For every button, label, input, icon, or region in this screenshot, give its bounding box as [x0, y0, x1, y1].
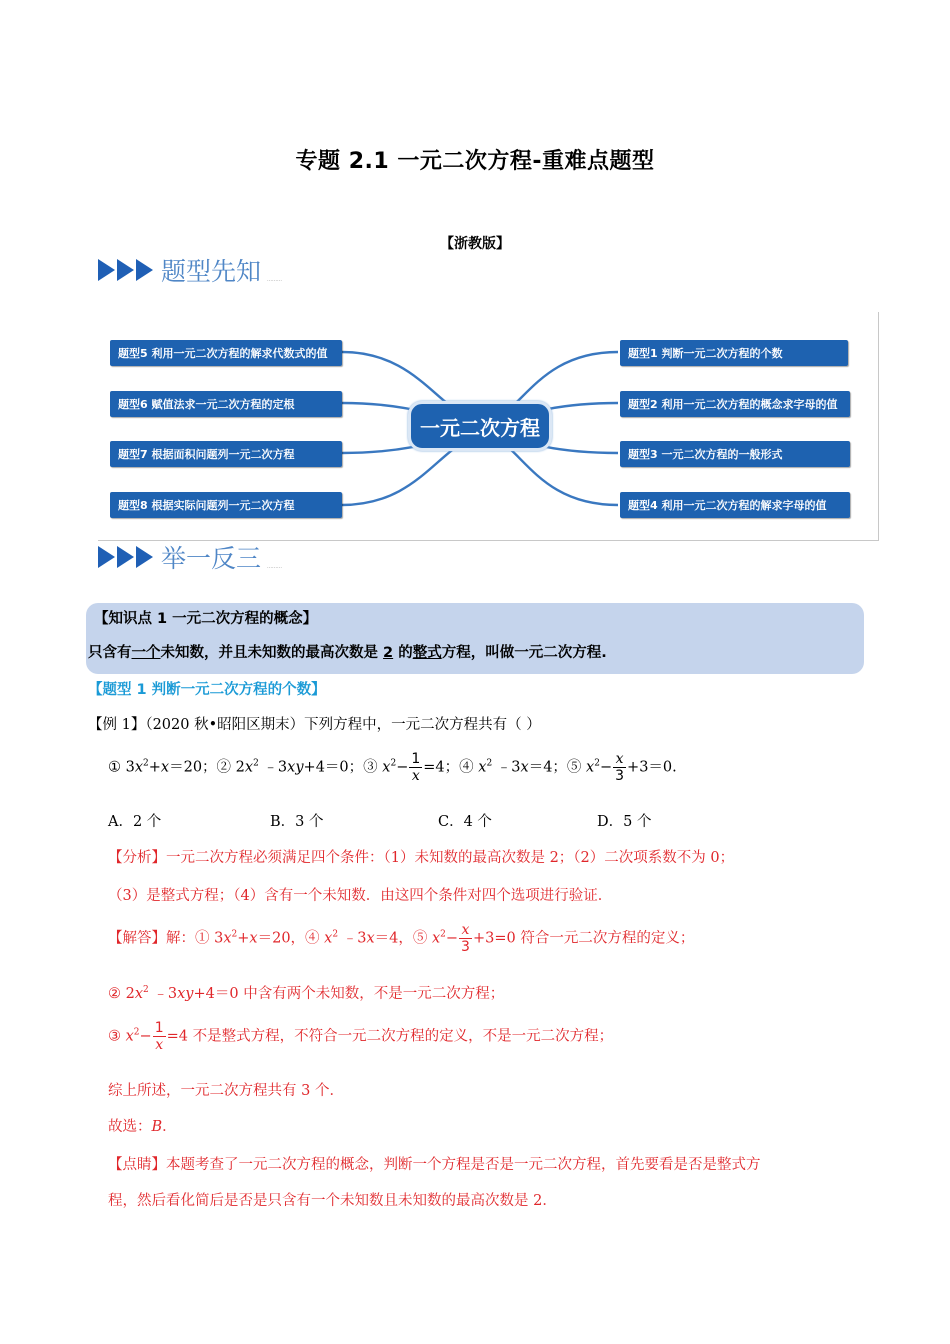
answer-line-1: 【解答】解：① $3x^2+x=20$，④ $x^2$ ﹣3x＝4，⑤ $x^2-$ $\frac{x}{3}$ +3=0 符合一元二次方程的定义；: [108, 922, 695, 955]
option-b: B．3 个: [270, 814, 324, 830]
analysis-line-2: （3）是整式方程；（4）含有一个未知数．由这四个条件对四个选项进行验证．: [108, 888, 613, 904]
section-title: 举一反三: [161, 544, 262, 573]
edition-label: 【浙教版】: [440, 236, 510, 252]
analysis-line-1: 【分析】一元二次方程必须满足四个条件：（1）未知数的最高次数是 2；（2）二次项系数不为 0；: [108, 850, 735, 866]
answer-line-3: ③ $x^2-$ $\frac{1}{x}$ =4 不是整式方程，不符合一元二次方程的定义，不是一元二次方程；: [108, 1020, 614, 1053]
knowledge-heading: 【知识点 1 一元二次方程的概念】: [94, 611, 318, 627]
option-a: A．2 个: [108, 814, 162, 830]
mindmap-topic-4: 题型4 利用一元二次方程的解求字母的值: [620, 492, 850, 518]
mindmap-topic-3: 题型3 一元二次方程的一般形式: [620, 441, 850, 467]
arrow-icon: [117, 546, 134, 568]
page-title: 专题 2.1 一元二次方程-重难点题型: [295, 149, 655, 174]
answer-choice: 故选：B．: [108, 1119, 177, 1135]
mindmap-topic-1: 题型1 判断一元二次方程的个数: [620, 340, 848, 366]
option-d: D．5 个: [597, 814, 652, 830]
comment-line-2: 程，然后看化简后是否是只含有一个未知数且未知数的最高次数是 2．: [108, 1193, 557, 1209]
mindmap-center: 一元二次方程: [408, 401, 552, 451]
arrow-icon: [117, 259, 134, 281]
section-dots: ………: [267, 277, 283, 283]
mindmap-topic-5: 题型5 利用一元二次方程的解求代数式的值: [110, 340, 342, 366]
arrow-icon: [136, 546, 153, 568]
answer-line-2: ② $2x^2$ ﹣3xy+4＝0 中含有两个未知数，不是一元二次方程；: [108, 985, 505, 1002]
mindmap-topic-8: 题型8 根据实际问题列一元二次方程: [110, 492, 342, 518]
arrow-icon: [136, 259, 153, 281]
option-c: C．4 个: [438, 814, 492, 830]
example-equations: ① $3x^2+x=20$；② $2x^2$ ﹣3xy+4＝0；③ $x^2-$ $\frac{1}{x}$ =4；④ $x^2$ ﹣3x＝4；⑤ $x^2-$ $\frac{x}{3}$ +3＝0.: [108, 751, 677, 784]
section-title: 题型先知: [161, 257, 262, 286]
mindmap-topic-6: 题型6 赋值法求一元二次方程的定根: [110, 391, 342, 417]
section-header-practice: [98, 540, 282, 574]
mindmap-topic-2: 题型2 利用一元二次方程的概念求字母的值: [620, 391, 850, 417]
question-type-heading: 【题型 1 判断一元二次方程的个数】: [88, 682, 326, 698]
comment-line-1: 【点睛】本题考查了一元二次方程的概念，判断一个方程是否是一元二次方程，首先要看是否是整式方: [108, 1157, 761, 1173]
section-header-preview: [98, 253, 282, 287]
mindmap-topic-7: 题型7 根据面积问题列一元二次方程: [110, 441, 342, 467]
section-dots: ………: [267, 564, 283, 570]
example-lead: 【例 1】（2020 秋•昭阳区期末）下列方程中，一元二次方程共有（ ）: [88, 717, 541, 733]
arrow-icon: [98, 259, 115, 281]
answer-summary: 综上所述，一元二次方程共有 3 个．: [108, 1083, 344, 1099]
arrow-icon: [98, 546, 115, 568]
knowledge-definition: 只含有一个未知数，并且未知数的最高次数是 2 的整式方程，叫做一元二次方程.: [88, 645, 607, 661]
